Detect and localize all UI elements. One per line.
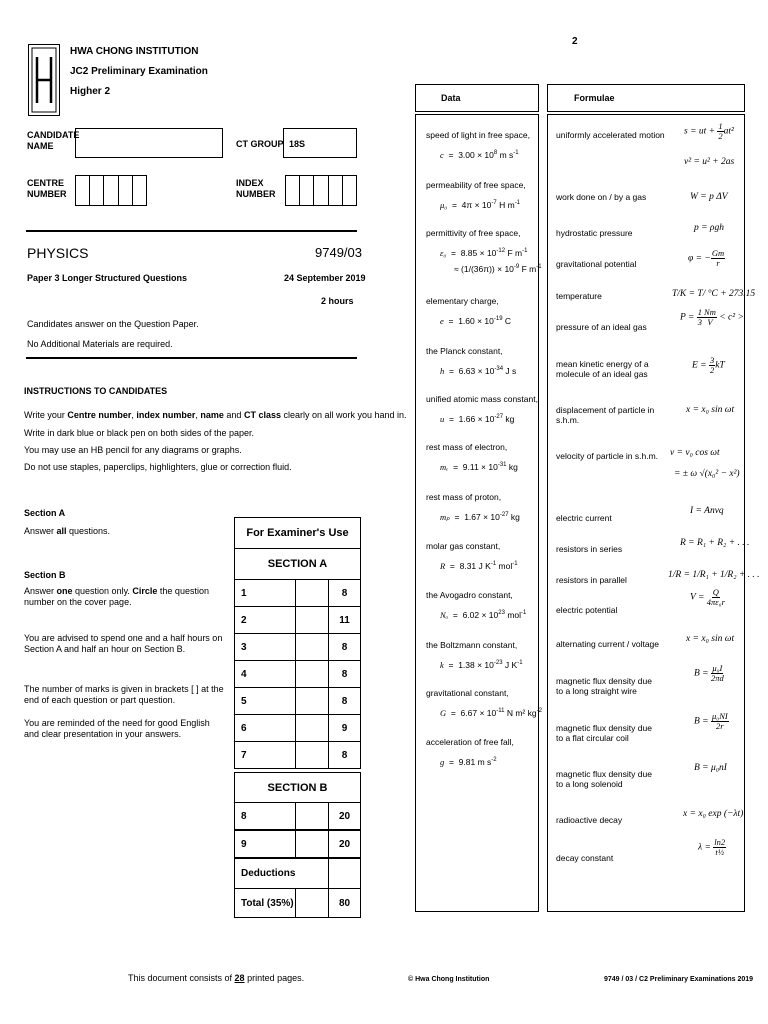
score-cell[interactable] [295,802,329,830]
question-number: 5 [234,687,296,715]
marks-note: The number of marks is given in brackets [ ] at the end of each question or part question. [24,684,224,705]
page-number: 2 [572,36,578,47]
data-label: gravitational constant, [426,688,509,698]
score-cell[interactable] [295,660,329,688]
question-number: 8 [234,802,296,830]
formula-label: magnetic flux density due to a long solenoid [556,769,652,789]
formula-label: mean kinetic energy of a molecule of an ideal gas [556,359,649,379]
data-label: permittivity of free space, [426,228,521,238]
instructions-heading: INSTRUCTIONS TO CANDIDATES [24,386,168,396]
question-number: 3 [234,633,296,661]
centre-number-field[interactable] [75,175,147,206]
instruction-line: You may use an HB pencil for any diagrams or graphs. [24,445,242,455]
note-materials: No Additional Materials are required. [27,339,173,349]
formula-parallel: 1/R = 1/R₁ + 1/R₂ + . . . [668,570,760,580]
formula-ac: x = x₀ sin ωt [686,634,735,644]
section-b-heading: Section B [24,570,66,580]
instruction-line: Write in dark blue or black pen on both sides of the paper. [24,428,254,438]
copyright: © Hwa Chong Institution [408,976,490,983]
question-number: 9 [234,830,296,858]
formula-series: R = R₁ + R₂ + . . . [680,538,750,548]
question-number: 1 [234,579,296,607]
section-a-text: Answer all questions. [24,526,111,536]
section-a-heading: Section A [24,508,66,518]
formulae-heading: Formulae [574,93,615,103]
data-value: g = 9.81 m $s^{-2}$ [440,756,497,767]
data-value: R = 8.31 J $K^{-1}$ mol$^{-1}$ [440,560,518,571]
paper-code: 9749/03 [315,245,362,260]
data-label: permeability of free space, [426,180,526,190]
data-value: $N_a = 6.02 \times 10^{23}$ mol$^{-1}$ [440,609,527,620]
page-count: This document consists of 28 printed pages. [128,973,305,983]
formula-vel2: = ± ω √(x₀² − x²) [674,469,740,479]
examiner-title: For Examiner's Use [234,517,361,549]
max-marks: 20 [328,830,361,858]
formula-label: electric potential [556,605,618,615]
ct-group-field[interactable]: 18S [283,128,357,158]
data-value: $\varepsilon_0 = 8.85 \times 10^{-12}$ F $m^{-1}$ [440,247,528,258]
index-number-label: INDEX NUMBER [236,178,276,199]
max-marks: 8 [328,633,361,661]
deductions-label: Deductions [234,858,329,889]
max-marks: 8 [328,660,361,688]
formula-label: resistors in parallel [556,575,627,585]
data-value: $m_e = 9.11 \times 10^{-31}$ kg [440,461,518,472]
data-heading-box [415,84,539,112]
time-advice: You are advised to spend one and a half hours on Section A and half an hour on Section B. [24,633,223,654]
divider [26,230,357,232]
max-marks: 8 [328,579,361,607]
note-answer: Candidates answer on the Question Paper. [27,319,199,329]
data-label: molar gas constant, [426,541,501,551]
school-logo [28,44,60,116]
data-value: $k = 1.38 \times 10^{-23}$ J $K^{-1}$ [440,659,523,670]
formula-vel1: v = v₀ cos ωt [670,448,720,458]
formula-work: W = p ΔV [690,192,728,202]
data-label: elementary charge, [426,296,499,306]
instruction-line: Write your Centre number, index number, name and CT class clearly on all work you hand in. [24,410,407,420]
formula-label: electric current [556,513,612,523]
formula-decayconst: λ = $\frac{\ln 2}{\text{t½}}$ [698,837,726,857]
centre-number-label: CENTRE NUMBER [27,178,67,199]
ct-group-label: CT GROUP [236,139,284,149]
data-heading: Data [441,93,461,103]
section-a-header: SECTION A [234,548,361,580]
max-marks: 8 [328,687,361,715]
formula-wire: B = $\frac{\text{μ₀I}}{2\pi d}$ [694,663,724,683]
formula-current: I = Anvq [690,506,724,516]
score-cell[interactable] [295,687,329,715]
formula-pideal: P = $\frac{1}{3}$ $\frac{Nm}{V}$ < c² > [680,307,744,327]
formula-label: decay constant [556,853,614,863]
formula-gpot: φ = − $\frac{Gm}{r}$ [688,248,725,268]
score-cell[interactable] [295,830,329,858]
formula-temp: T/K = T/ °C + 273.15 [672,289,756,299]
formula-hydro: p = ρgh [694,223,724,233]
formula-ke: E = $\frac{3}{2}$ kT [692,355,725,375]
score-cell[interactable] [295,741,329,769]
data-label: the Boltzmann constant, [426,640,518,650]
data-label: the Planck constant, [426,346,503,356]
exam-title: JC2 Preliminary Examination [70,66,208,77]
formula-v2: v² = u² + 2as [684,157,735,167]
data-value: $G = 6.67 \times 10^{-11}$ N m² $kg^{-2}$ [440,707,542,718]
score-cell[interactable] [295,633,329,661]
data-label: acceleration of free fall, [426,737,514,747]
formula-s: s = ut + $\frac{1}{2}$ at² [684,121,734,141]
paper-duration: 2 hours [321,296,354,306]
question-number: 7 [234,741,296,769]
formula-label: pressure of an ideal gas [556,322,647,332]
formula-label: uniformly accelerated motion [556,130,665,140]
data-label: the Avogadro constant, [426,590,513,600]
formula-coil: B = $\frac{\text{μ₀NI}}{2r}$ [694,711,728,731]
formula-label: work done on / by a gas [556,192,647,202]
formula-label: temperature [556,291,602,301]
footer-code: 9749 / 03 / C2 Preliminary Examinations 2019 [604,976,754,983]
score-cell[interactable] [295,579,329,607]
max-marks: 9 [328,714,361,742]
section-b-text: Answer one question only. Circle the question number on the cover page. [24,586,209,607]
formula-epot: V = $\frac{Q}{\text{4πε₀r}}$ [690,587,725,607]
formula-label: resistors in series [556,544,623,554]
exam-level: Higher 2 [70,86,111,97]
max-marks: 8 [328,741,361,769]
data-value: $h = 6.63 \times 10^{-34}$ J s [440,365,517,376]
deductions-cell[interactable] [328,858,361,889]
paper-title: Paper 3 Longer Structured Questions [27,273,188,283]
subject: PHYSICS [27,245,89,261]
formula-disp: x = x₀ sin ωt [686,405,735,415]
data-label: rest mass of proton, [426,492,502,502]
formula-label: magnetic flux density due to a flat circular coil [556,723,652,743]
divider [26,357,357,359]
formula-label: magnetic flux density due to a long straight wire [556,676,652,696]
data-value: $\mu_0 = 4\pi \times 10^{-7}$ H $m^{-1}$ [440,199,521,210]
question-number: 2 [234,606,296,634]
score-cell[interactable] [295,714,329,742]
formula-label: alternating current / voltage [556,639,660,649]
score-cell[interactable] [295,606,329,634]
question-number: 4 [234,660,296,688]
total-marks: 80 [328,888,361,918]
section-b-header: SECTION B [234,772,361,803]
max-marks: 20 [328,802,361,830]
formula-label: gravitational potential [556,259,637,269]
total-label: Total (35%) [234,888,296,918]
institution-name: HWA CHONG INSTITUTION [70,46,199,57]
data-label: speed of light in free space, [426,130,530,140]
formula-label: velocity of particle in s.h.m. [556,451,659,461]
formula-label: radioactive decay [556,815,623,825]
data-label: unified atomic mass constant, [426,394,538,404]
formulae-heading-box [547,84,745,112]
english-note: You are reminded of the need for good English and clear presentation in your answers. [24,718,210,739]
instruction-line: Do not use staples, paperclips, highlighters, glue or correction fluid. [24,462,292,472]
data-value: $m_p = 1.67 \times 10^{-27}$ kg [440,511,520,522]
formula-label: displacement of particle in s.h.m. [556,405,655,425]
formula-solenoid: B = μ₀nI [694,763,727,773]
candidate-name-field[interactable] [75,128,223,158]
formula-label: hydrostatic pressure [556,228,633,238]
formula-decay: x = x₀ exp (−λt) [683,809,744,819]
index-number-field[interactable] [285,175,357,206]
candidate-name-label: CANDIDATE NAME [27,130,80,151]
data-value: $u = 1.66 \times 10^{-27}$ kg [440,413,515,424]
data-value: ≈ $(1/(36\pi)) \times 10^{-9}$ F $m^{-1}$ [454,263,542,274]
total-score-cell[interactable] [295,888,329,918]
paper-date: 24 September 2019 [284,273,366,283]
data-value: $c = 3.00 \times 10^8$ m $s^{-1}$ [440,149,519,160]
data-label: rest mass of electron, [426,442,508,452]
question-number: 6 [234,714,296,742]
data-value: $e = 1.60 \times 10^{-19}$ C [440,315,512,326]
max-marks: 11 [328,606,361,634]
logo-h-icon [29,45,59,115]
